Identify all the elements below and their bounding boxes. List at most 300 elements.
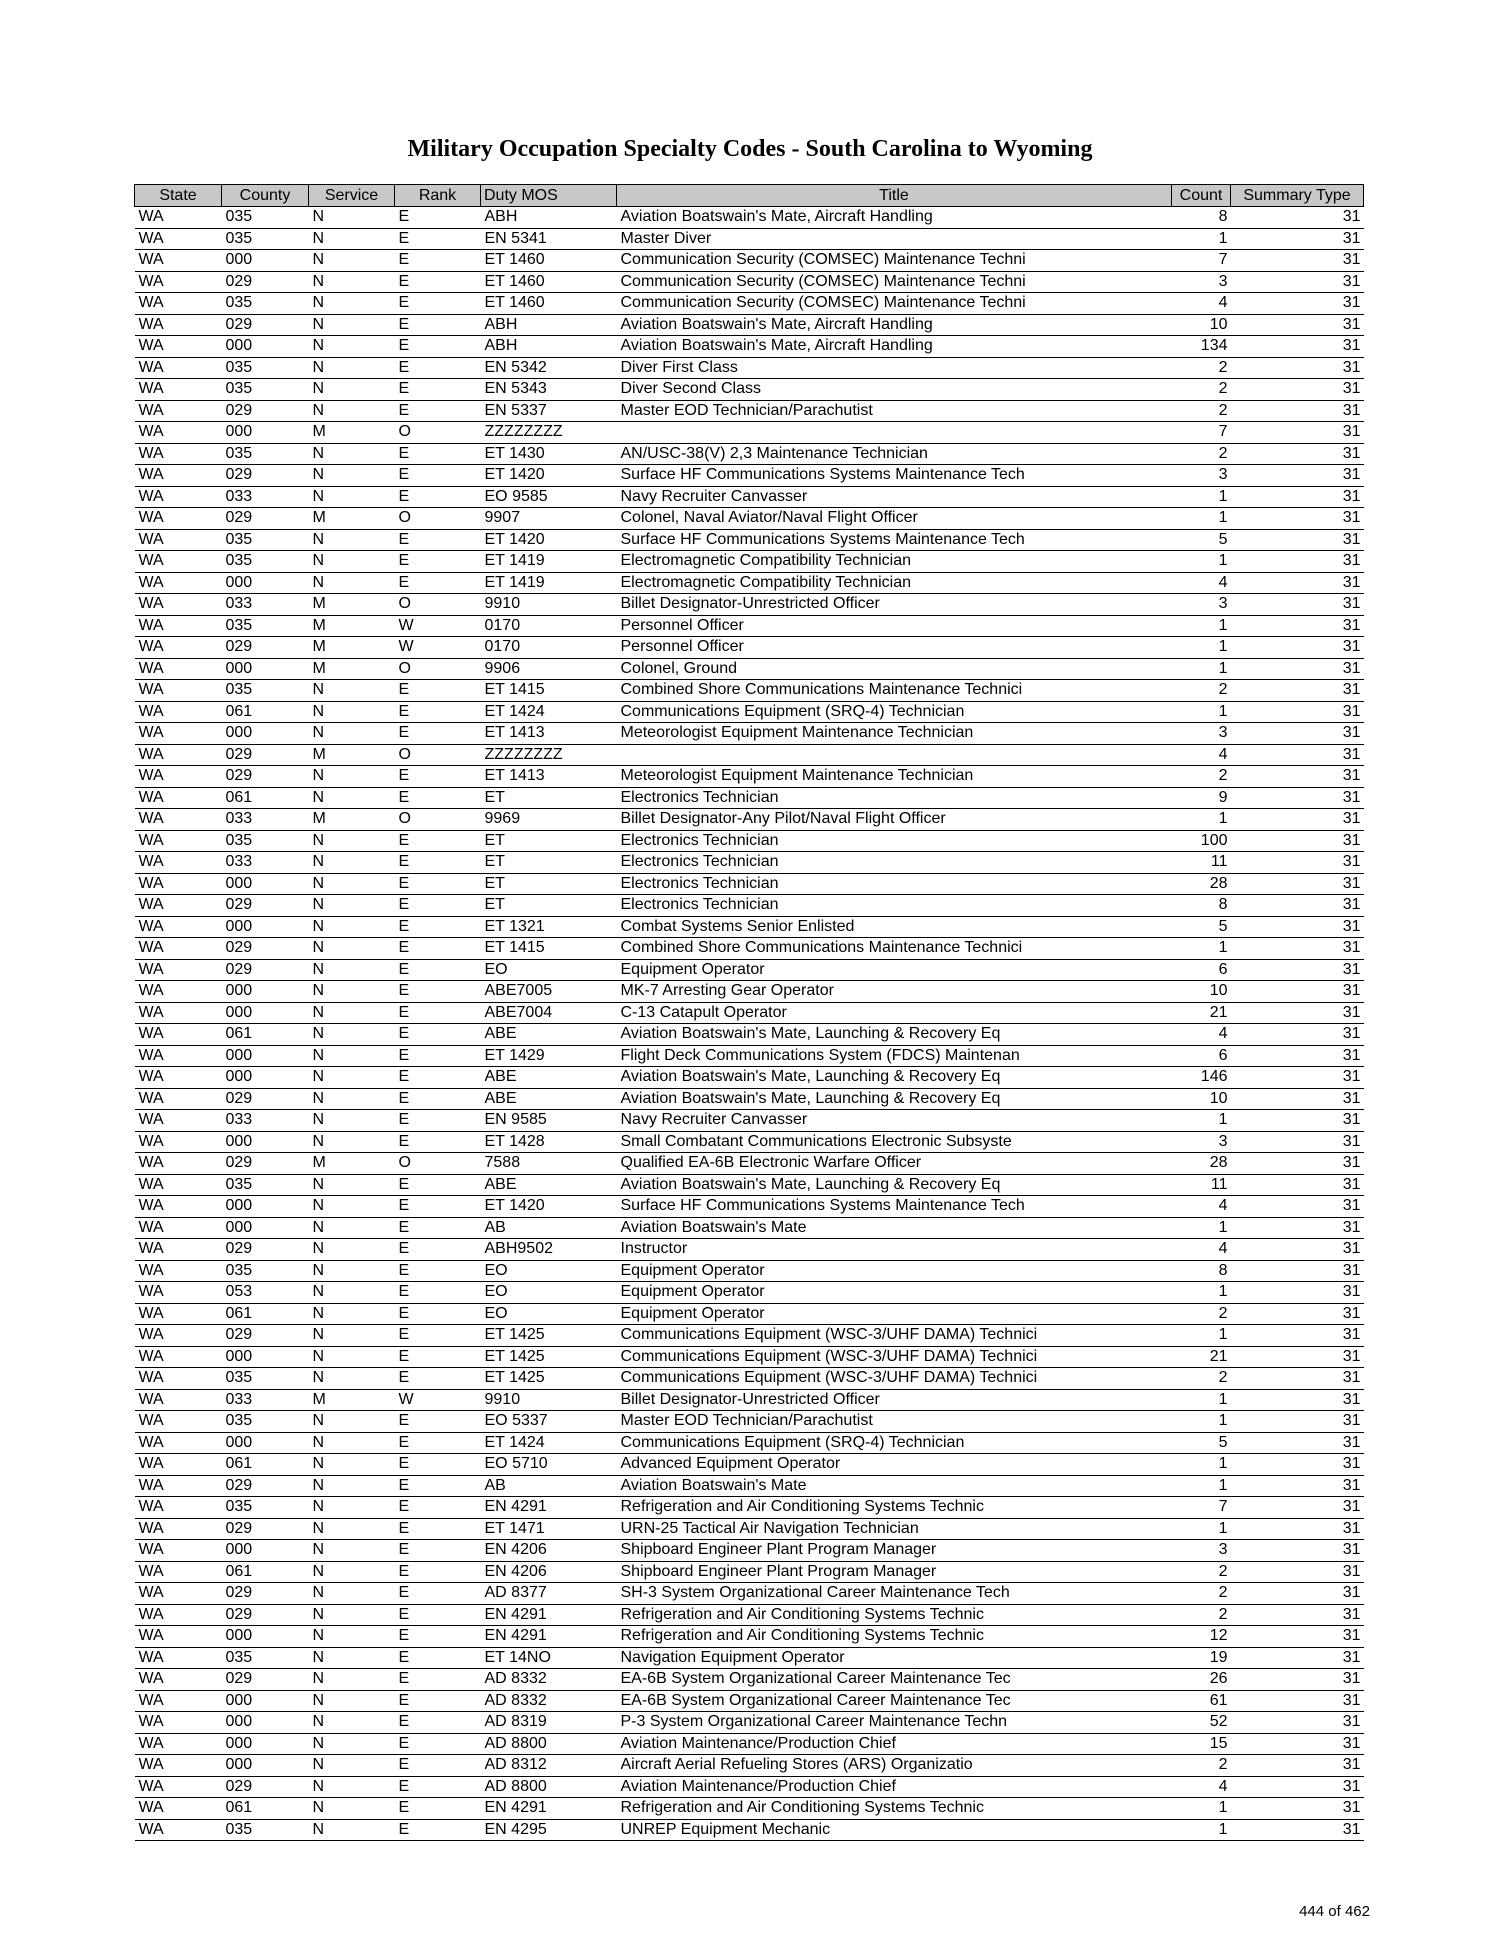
cell-rank: E [395, 1690, 481, 1712]
cell-county: 035 [222, 1647, 309, 1669]
cell-rank: E [395, 1540, 481, 1562]
cell-rank: E [395, 1518, 481, 1540]
cell-county: 061 [222, 1798, 309, 1820]
cell-rank: E [395, 1475, 481, 1497]
cell-count: 1 [1172, 1518, 1231, 1540]
cell-summary-type: 31 [1231, 1131, 1364, 1153]
table-row [135, 959, 1364, 981]
table-row [135, 701, 1364, 723]
cell-county: 033 [222, 809, 309, 831]
cell-rank: E [395, 938, 481, 960]
cell-county: 029 [222, 766, 309, 788]
cell-title: Communications Equipment (SRQ-4) Technician [617, 701, 1172, 723]
cell-duty-mos: ZZZZZZZZ [481, 744, 617, 766]
cell-count: 10 [1172, 981, 1231, 1003]
cell-rank: O [395, 809, 481, 831]
cell-rank: E [395, 443, 481, 465]
cell-title: Combined Shore Communications Maintenance Technici [617, 938, 1172, 960]
cell-count: 19 [1172, 1647, 1231, 1669]
cell-duty-mos: EN 9585 [481, 1110, 617, 1132]
cell-county: 029 [222, 1325, 309, 1347]
cell-state: WA [135, 1798, 222, 1820]
cell-summary-type: 31 [1231, 1733, 1364, 1755]
cell-rank: E [395, 1282, 481, 1304]
cell-state: WA [135, 1346, 222, 1368]
cell-county: 000 [222, 873, 309, 895]
table-row [135, 551, 1364, 573]
cell-duty-mos: ABH [481, 336, 617, 358]
cell-rank: E [395, 1626, 481, 1648]
cell-rank: E [395, 1432, 481, 1454]
cell-service: M [309, 1153, 395, 1175]
table-row [135, 508, 1364, 530]
cell-county: 000 [222, 1733, 309, 1755]
cell-summary-type: 31 [1231, 1389, 1364, 1411]
cell-service: N [309, 766, 395, 788]
cell-state: WA [135, 615, 222, 637]
cell-county: 000 [222, 572, 309, 594]
cell-duty-mos: 0170 [481, 615, 617, 637]
cell-state: WA [135, 981, 222, 1003]
cell-rank: E [395, 1303, 481, 1325]
cell-title: Communications Equipment (WSC-3/UHF DAMA) Technici [617, 1368, 1172, 1390]
cell-service: M [309, 615, 395, 637]
cell-rank: E [395, 1346, 481, 1368]
table-row [135, 293, 1364, 315]
cell-duty-mos: ET 1425 [481, 1368, 617, 1390]
cell-rank: E [395, 572, 481, 594]
cell-county: 000 [222, 1217, 309, 1239]
cell-summary-type: 31 [1231, 594, 1364, 616]
cell-service: N [309, 551, 395, 573]
table-row [135, 1174, 1364, 1196]
cell-service: M [309, 594, 395, 616]
table-row [135, 1110, 1364, 1132]
table-row [135, 1196, 1364, 1218]
cell-count: 1 [1172, 1798, 1231, 1820]
cell-rank: E [395, 1024, 481, 1046]
cell-count: 2 [1172, 1303, 1231, 1325]
cell-summary-type: 31 [1231, 1153, 1364, 1175]
cell-summary-type: 31 [1231, 443, 1364, 465]
cell-count: 4 [1172, 1239, 1231, 1261]
cell-county: 035 [222, 1368, 309, 1390]
cell-duty-mos: EN 4291 [481, 1626, 617, 1648]
cell-duty-mos: ET 1460 [481, 271, 617, 293]
table-body [135, 207, 1364, 1841]
cell-count: 21 [1172, 1002, 1231, 1024]
cell-count: 2 [1172, 766, 1231, 788]
cell-service: N [309, 723, 395, 745]
cell-title: C-13 Catapult Operator [617, 1002, 1172, 1024]
cell-rank: E [395, 873, 481, 895]
cell-state: WA [135, 852, 222, 874]
cell-state: WA [135, 1604, 222, 1626]
table-row [135, 1282, 1364, 1304]
col-header-rank: Rank [395, 185, 481, 207]
cell-county: 000 [222, 1540, 309, 1562]
cell-summary-type: 31 [1231, 1647, 1364, 1669]
cell-count: 2 [1172, 379, 1231, 401]
cell-state: WA [135, 1819, 222, 1841]
cell-summary-type: 31 [1231, 787, 1364, 809]
cell-rank: O [395, 744, 481, 766]
cell-summary-type: 31 [1231, 1045, 1364, 1067]
cell-service: N [309, 1174, 395, 1196]
cell-state: WA [135, 250, 222, 272]
cell-summary-type: 31 [1231, 1755, 1364, 1777]
cell-service: N [309, 1368, 395, 1390]
cell-service: N [309, 1110, 395, 1132]
cell-summary-type: 31 [1231, 680, 1364, 702]
cell-rank: E [395, 1239, 481, 1261]
cell-state: WA [135, 1475, 222, 1497]
cell-duty-mos: ABE [481, 1024, 617, 1046]
cell-county: 035 [222, 551, 309, 573]
cell-county: 029 [222, 637, 309, 659]
cell-duty-mos: ABE7004 [481, 1002, 617, 1024]
cell-service: N [309, 1411, 395, 1433]
cell-summary-type: 31 [1231, 766, 1364, 788]
cell-rank: E [395, 1260, 481, 1282]
cell-summary-type: 31 [1231, 422, 1364, 444]
cell-duty-mos: AD 8332 [481, 1690, 617, 1712]
cell-county: 033 [222, 1389, 309, 1411]
cell-state: WA [135, 1174, 222, 1196]
table-row [135, 250, 1364, 272]
cell-rank: E [395, 1045, 481, 1067]
cell-duty-mos: ABH [481, 207, 617, 229]
cell-rank: E [395, 680, 481, 702]
cell-service: N [309, 1325, 395, 1347]
cell-count: 3 [1172, 465, 1231, 487]
table-row [135, 1088, 1364, 1110]
cell-service: N [309, 1346, 395, 1368]
table-row [135, 1217, 1364, 1239]
cell-county: 000 [222, 1067, 309, 1089]
cell-count: 7 [1172, 1497, 1231, 1519]
page-number: 444 of 462 [1299, 1903, 1370, 1920]
cell-duty-mos: AD 8312 [481, 1755, 617, 1777]
cell-rank: E [395, 1669, 481, 1691]
cell-summary-type: 31 [1231, 1518, 1364, 1540]
cell-duty-mos: ET [481, 830, 617, 852]
cell-service: N [309, 486, 395, 508]
cell-rank: E [395, 959, 481, 981]
cell-service: N [309, 465, 395, 487]
cell-service: N [309, 873, 395, 895]
cell-summary-type: 31 [1231, 1303, 1364, 1325]
cell-rank: E [395, 1583, 481, 1605]
cell-title: Refrigeration and Air Conditioning Systems Technic [617, 1497, 1172, 1519]
cell-rank: E [395, 1819, 481, 1841]
cell-title: MK-7 Arresting Gear Operator [617, 981, 1172, 1003]
table-row [135, 787, 1364, 809]
table-row [135, 1067, 1364, 1089]
cell-state: WA [135, 207, 222, 229]
cell-county: 061 [222, 1561, 309, 1583]
cell-count: 28 [1172, 1153, 1231, 1175]
table-row [135, 615, 1364, 637]
cell-duty-mos: ET 1429 [481, 1045, 617, 1067]
table-row [135, 271, 1364, 293]
cell-count: 4 [1172, 572, 1231, 594]
table-row [135, 1604, 1364, 1626]
table-row [135, 658, 1364, 680]
cell-title: Billet Designator-Unrestricted Officer [617, 594, 1172, 616]
cell-duty-mos: ABE7005 [481, 981, 617, 1003]
cell-title: Personnel Officer [617, 615, 1172, 637]
table-row [135, 207, 1364, 229]
cell-count: 1 [1172, 551, 1231, 573]
cell-title: Small Combatant Communications Electronic Subsyste [617, 1131, 1172, 1153]
cell-state: WA [135, 336, 222, 358]
cell-duty-mos: ET 1424 [481, 1432, 617, 1454]
cell-rank: E [395, 1733, 481, 1755]
cell-summary-type: 31 [1231, 916, 1364, 938]
cell-title: Aircraft Aerial Refueling Stores (ARS) Organizatio [617, 1755, 1172, 1777]
cell-service: N [309, 379, 395, 401]
cell-summary-type: 31 [1231, 981, 1364, 1003]
cell-summary-type: 31 [1231, 1411, 1364, 1433]
cell-duty-mos: ET 1420 [481, 529, 617, 551]
cell-service: M [309, 508, 395, 530]
cell-title: Aviation Maintenance/Production Chief [617, 1733, 1172, 1755]
cell-county: 035 [222, 830, 309, 852]
cell-title: Surface HF Communications Systems Maintenance Tech [617, 529, 1172, 551]
cell-service: N [309, 830, 395, 852]
cell-service: N [309, 1475, 395, 1497]
cell-county: 000 [222, 1626, 309, 1648]
cell-rank: O [395, 594, 481, 616]
table-row [135, 1131, 1364, 1153]
cell-count: 1 [1172, 615, 1231, 637]
cell-duty-mos: EO [481, 1260, 617, 1282]
cell-title: EA-6B System Organizational Career Maintenance Tec [617, 1690, 1172, 1712]
table-row [135, 400, 1364, 422]
cell-service: N [309, 357, 395, 379]
cell-rank: O [395, 422, 481, 444]
cell-state: WA [135, 1067, 222, 1089]
cell-county: 029 [222, 1239, 309, 1261]
cell-summary-type: 31 [1231, 938, 1364, 960]
table-row [135, 766, 1364, 788]
cell-duty-mos: ET 1321 [481, 916, 617, 938]
cell-state: WA [135, 1368, 222, 1390]
cell-summary-type: 31 [1231, 1432, 1364, 1454]
cell-duty-mos: ET [481, 852, 617, 874]
cell-county: 000 [222, 916, 309, 938]
cell-title: Personnel Officer [617, 637, 1172, 659]
col-header-county: County [222, 185, 309, 207]
cell-title: Communication Security (COMSEC) Maintenance Techni [617, 293, 1172, 315]
cell-count: 2 [1172, 1561, 1231, 1583]
cell-county: 000 [222, 1346, 309, 1368]
cell-service: N [309, 680, 395, 702]
cell-state: WA [135, 1583, 222, 1605]
cell-title: Electronics Technician [617, 787, 1172, 809]
cell-summary-type: 31 [1231, 873, 1364, 895]
cell-count: 1 [1172, 1325, 1231, 1347]
cell-service: N [309, 1583, 395, 1605]
cell-county: 035 [222, 529, 309, 551]
cell-state: WA [135, 1024, 222, 1046]
cell-count: 1 [1172, 1389, 1231, 1411]
cell-rank: E [395, 1604, 481, 1626]
cell-summary-type: 31 [1231, 207, 1364, 229]
cell-rank: E [395, 1798, 481, 1820]
cell-service: N [309, 1282, 395, 1304]
cell-rank: E [395, 207, 481, 229]
cell-summary-type: 31 [1231, 486, 1364, 508]
cell-state: WA [135, 1647, 222, 1669]
cell-county: 029 [222, 271, 309, 293]
cell-state: WA [135, 293, 222, 315]
cell-duty-mos: ET 1430 [481, 443, 617, 465]
cell-rank: E [395, 1131, 481, 1153]
cell-rank: E [395, 529, 481, 551]
cell-count: 1 [1172, 809, 1231, 831]
table-row [135, 981, 1364, 1003]
cell-summary-type: 31 [1231, 400, 1364, 422]
cell-duty-mos: ABH9502 [481, 1239, 617, 1261]
cell-duty-mos: EN 4206 [481, 1540, 617, 1562]
cell-county: 000 [222, 1432, 309, 1454]
cell-count: 5 [1172, 529, 1231, 551]
cell-county: 029 [222, 465, 309, 487]
cell-title: Refrigeration and Air Conditioning Systems Technic [617, 1798, 1172, 1820]
cell-title: Aviation Boatswain's Mate, Aircraft Handling [617, 314, 1172, 336]
cell-summary-type: 31 [1231, 508, 1364, 530]
cell-summary-type: 31 [1231, 1776, 1364, 1798]
cell-state: WA [135, 895, 222, 917]
cell-rank: E [395, 1454, 481, 1476]
cell-county: 035 [222, 1260, 309, 1282]
cell-count: 134 [1172, 336, 1231, 358]
cell-title: Aviation Boatswain's Mate, Launching & Recovery Eq [617, 1088, 1172, 1110]
cell-service: M [309, 422, 395, 444]
cell-count: 52 [1172, 1712, 1231, 1734]
cell-title: Equipment Operator [617, 1282, 1172, 1304]
cell-summary-type: 31 [1231, 809, 1364, 831]
cell-rank: E [395, 314, 481, 336]
cell-count: 9 [1172, 787, 1231, 809]
table-row [135, 1647, 1364, 1669]
cell-rank: E [395, 1110, 481, 1132]
cell-rank: E [395, 1368, 481, 1390]
cell-service: M [309, 744, 395, 766]
cell-summary-type: 31 [1231, 271, 1364, 293]
table-row [135, 357, 1364, 379]
cell-duty-mos: 7588 [481, 1153, 617, 1175]
cell-county: 053 [222, 1282, 309, 1304]
cell-duty-mos: AB [481, 1217, 617, 1239]
cell-state: WA [135, 508, 222, 530]
table-row [135, 873, 1364, 895]
cell-service: N [309, 1561, 395, 1583]
cell-county: 000 [222, 1131, 309, 1153]
table-row [135, 1733, 1364, 1755]
cell-count: 3 [1172, 1131, 1231, 1153]
cell-count: 10 [1172, 314, 1231, 336]
cell-state: WA [135, 1454, 222, 1476]
cell-duty-mos: EN 4295 [481, 1819, 617, 1841]
cell-title: Equipment Operator [617, 959, 1172, 981]
cell-state: WA [135, 916, 222, 938]
cell-count: 6 [1172, 959, 1231, 981]
cell-county: 000 [222, 1045, 309, 1067]
cell-state: WA [135, 422, 222, 444]
cell-state: WA [135, 1540, 222, 1562]
cell-service: N [309, 529, 395, 551]
cell-title: URN-25 Tactical Air Navigation Technician [617, 1518, 1172, 1540]
cell-title: Communications Equipment (WSC-3/UHF DAMA) Technici [617, 1325, 1172, 1347]
cell-count: 8 [1172, 895, 1231, 917]
cell-rank: E [395, 1497, 481, 1519]
table-row [135, 1389, 1364, 1411]
cell-summary-type: 31 [1231, 551, 1364, 573]
cell-state: WA [135, 271, 222, 293]
table-row [135, 1325, 1364, 1347]
cell-rank: E [395, 1196, 481, 1218]
cell-state: WA [135, 1131, 222, 1153]
cell-rank: E [395, 486, 481, 508]
cell-state: WA [135, 1088, 222, 1110]
cell-service: N [309, 400, 395, 422]
cell-summary-type: 31 [1231, 637, 1364, 659]
cell-count: 1 [1172, 1475, 1231, 1497]
cell-state: WA [135, 1110, 222, 1132]
cell-duty-mos: ET 1419 [481, 572, 617, 594]
cell-count: 8 [1172, 207, 1231, 229]
cell-rank: E [395, 852, 481, 874]
cell-duty-mos: AD 8319 [481, 1712, 617, 1734]
cell-summary-type: 31 [1231, 293, 1364, 315]
cell-duty-mos: 9910 [481, 1389, 617, 1411]
cell-title: Master EOD Technician/Parachutist [617, 400, 1172, 422]
cell-county: 029 [222, 1153, 309, 1175]
cell-county: 035 [222, 379, 309, 401]
cell-summary-type: 31 [1231, 1669, 1364, 1691]
cell-count: 1 [1172, 1217, 1231, 1239]
table-row [135, 1239, 1364, 1261]
table-row [135, 1260, 1364, 1282]
cell-duty-mos: EN 5341 [481, 228, 617, 250]
cell-state: WA [135, 1712, 222, 1734]
cell-summary-type: 31 [1231, 1368, 1364, 1390]
cell-duty-mos: EO [481, 959, 617, 981]
cell-state: WA [135, 228, 222, 250]
cell-service: N [309, 293, 395, 315]
cell-service: N [309, 1002, 395, 1024]
cell-summary-type: 31 [1231, 1002, 1364, 1024]
cell-summary-type: 31 [1231, 1561, 1364, 1583]
cell-title: AN/USC-38(V) 2,3 Maintenance Technician [617, 443, 1172, 465]
cell-count: 1 [1172, 486, 1231, 508]
table-row [135, 895, 1364, 917]
cell-summary-type: 31 [1231, 314, 1364, 336]
cell-count: 3 [1172, 1540, 1231, 1562]
table-row [135, 1712, 1364, 1734]
cell-state: WA [135, 400, 222, 422]
cell-title: Communication Security (COMSEC) Maintenance Techni [617, 271, 1172, 293]
cell-duty-mos: ABH [481, 314, 617, 336]
cell-title: Billet Designator-Any Pilot/Naval Flight Officer [617, 809, 1172, 831]
cell-rank: E [395, 1755, 481, 1777]
cell-county: 035 [222, 1819, 309, 1841]
cell-duty-mos: EN 5342 [481, 357, 617, 379]
cell-title: Meteorologist Equipment Maintenance Technician [617, 723, 1172, 745]
